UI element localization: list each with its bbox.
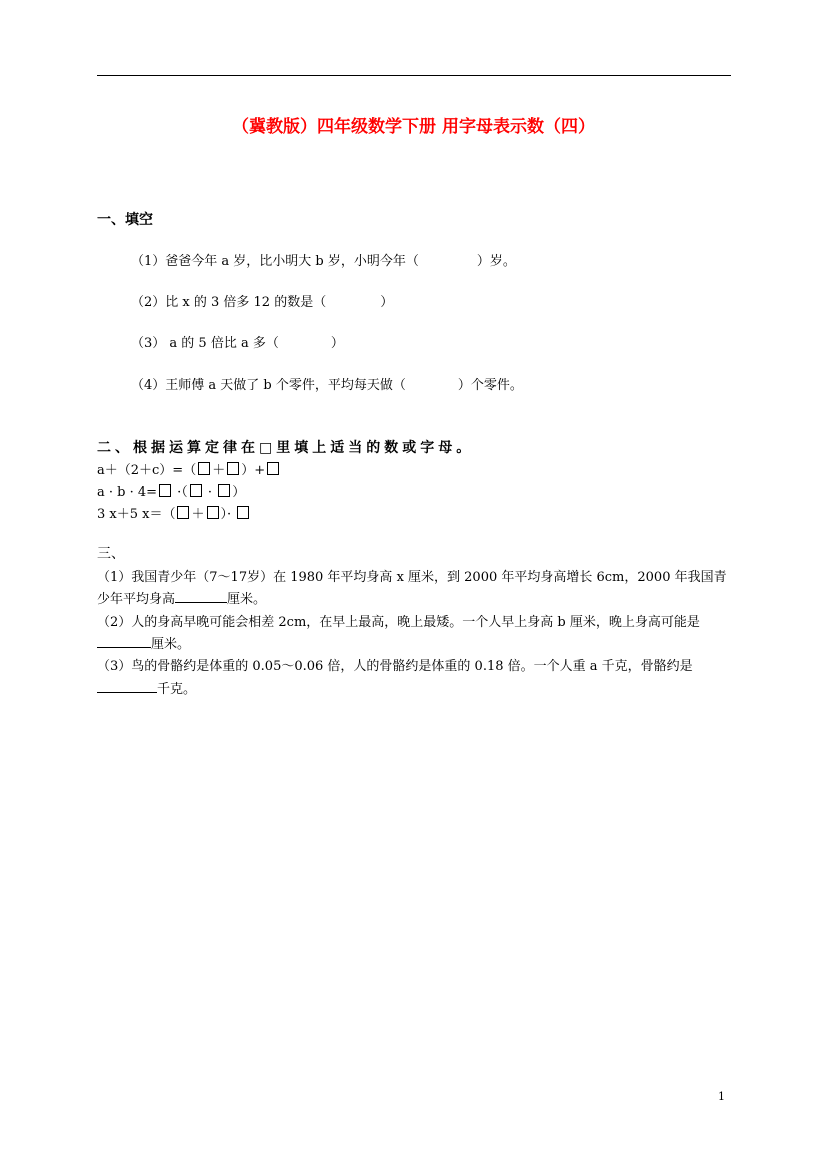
problem-3-line-2	[97, 678, 196, 697]
problem-3-unit: 千克。	[157, 682, 197, 697]
problem-2-unit: 厘米。	[151, 637, 191, 652]
answer-blank-line	[97, 680, 157, 693]
equation-2	[97, 481, 245, 500]
problem-1-text: 少年平均身高	[97, 592, 176, 607]
question-3-prefix: （3） a 的 5 倍比 a 多（	[131, 336, 279, 351]
problem-1-line-2	[97, 588, 266, 607]
page-title: （冀教版）四年级数学下册 用字母表示数（四）	[232, 117, 595, 137]
question-3	[131, 332, 344, 351]
equation-3-part-b: ＋	[191, 507, 205, 522]
problem-3-line-1: （3）鸟的骨骼约是体重的 0.05～0.06 倍，人的骨骼约是体重的 0.18 倍。一个人重 a 千克，骨骼约是	[97, 659, 693, 674]
answer-box	[207, 506, 219, 519]
question-3-suffix: ）	[330, 336, 344, 351]
problem-1-unit: 厘米。	[227, 592, 267, 607]
question-1-prefix: （1）爸爸今年 a 岁，比小明大 b 岁，小明今年（	[131, 254, 419, 269]
equation-1-part-a: a＋（2＋c）=（	[97, 463, 197, 478]
equation-2-part-b: ·（	[173, 485, 188, 500]
question-1	[131, 250, 516, 269]
equation-2-part-d: ）	[232, 485, 246, 500]
answer-blank-line	[175, 590, 227, 603]
answer-box	[177, 506, 189, 519]
page-number: 1	[718, 1090, 725, 1103]
question-4-suffix: ）个零件。	[457, 378, 523, 393]
answer-blank-line	[97, 635, 151, 648]
question-2	[131, 291, 393, 310]
equation-1-part-b: ＋	[212, 463, 226, 478]
equation-2-part-c: ·	[203, 485, 217, 500]
answer-box	[218, 484, 230, 497]
equation-1	[97, 459, 281, 478]
equation-2-part-a: a · b · 4=	[97, 485, 158, 500]
equation-3-part-a: 3 x＋5 x＝（	[97, 507, 176, 522]
answer-box	[237, 506, 249, 519]
question-2-suffix: ）	[380, 295, 394, 310]
question-4-prefix: （4）王师傅 a 天做了 b 个零件，平均每天做（	[131, 378, 406, 393]
answer-box	[190, 484, 202, 497]
section2-heading: 二、根据运算定律在□里填上适当的数或字母。	[97, 440, 475, 456]
problem-1-line-1: （1）我国青少年（7～17岁）在 1980 年平均身高 x 厘米，到 2000 年平均身高增长 6cm，2000 年我国青	[97, 570, 727, 585]
section3-heading: 三、	[97, 546, 125, 562]
section1-heading: 一、填空	[97, 212, 153, 228]
equation-1-part-c: ）+	[241, 463, 266, 478]
equation-3	[97, 503, 251, 522]
answer-box	[267, 462, 279, 475]
header-rule	[97, 75, 731, 76]
question-4	[131, 374, 523, 393]
equation-3-part-c: ）·	[220, 507, 236, 522]
question-1-suffix: ）岁。	[476, 254, 516, 269]
answer-box	[159, 484, 171, 497]
problem-2-line-2	[97, 633, 190, 652]
answer-box	[198, 462, 210, 475]
answer-box	[227, 462, 239, 475]
question-2-prefix: （2）比 x 的 3 倍多 12 的数是（	[131, 295, 327, 310]
problem-2-line-1: （2）人的身高早晚可能会相差 2cm，在早上最高，晚上最矮。一个人早上身高 b 厘米，晚上身高可能是	[97, 615, 700, 630]
